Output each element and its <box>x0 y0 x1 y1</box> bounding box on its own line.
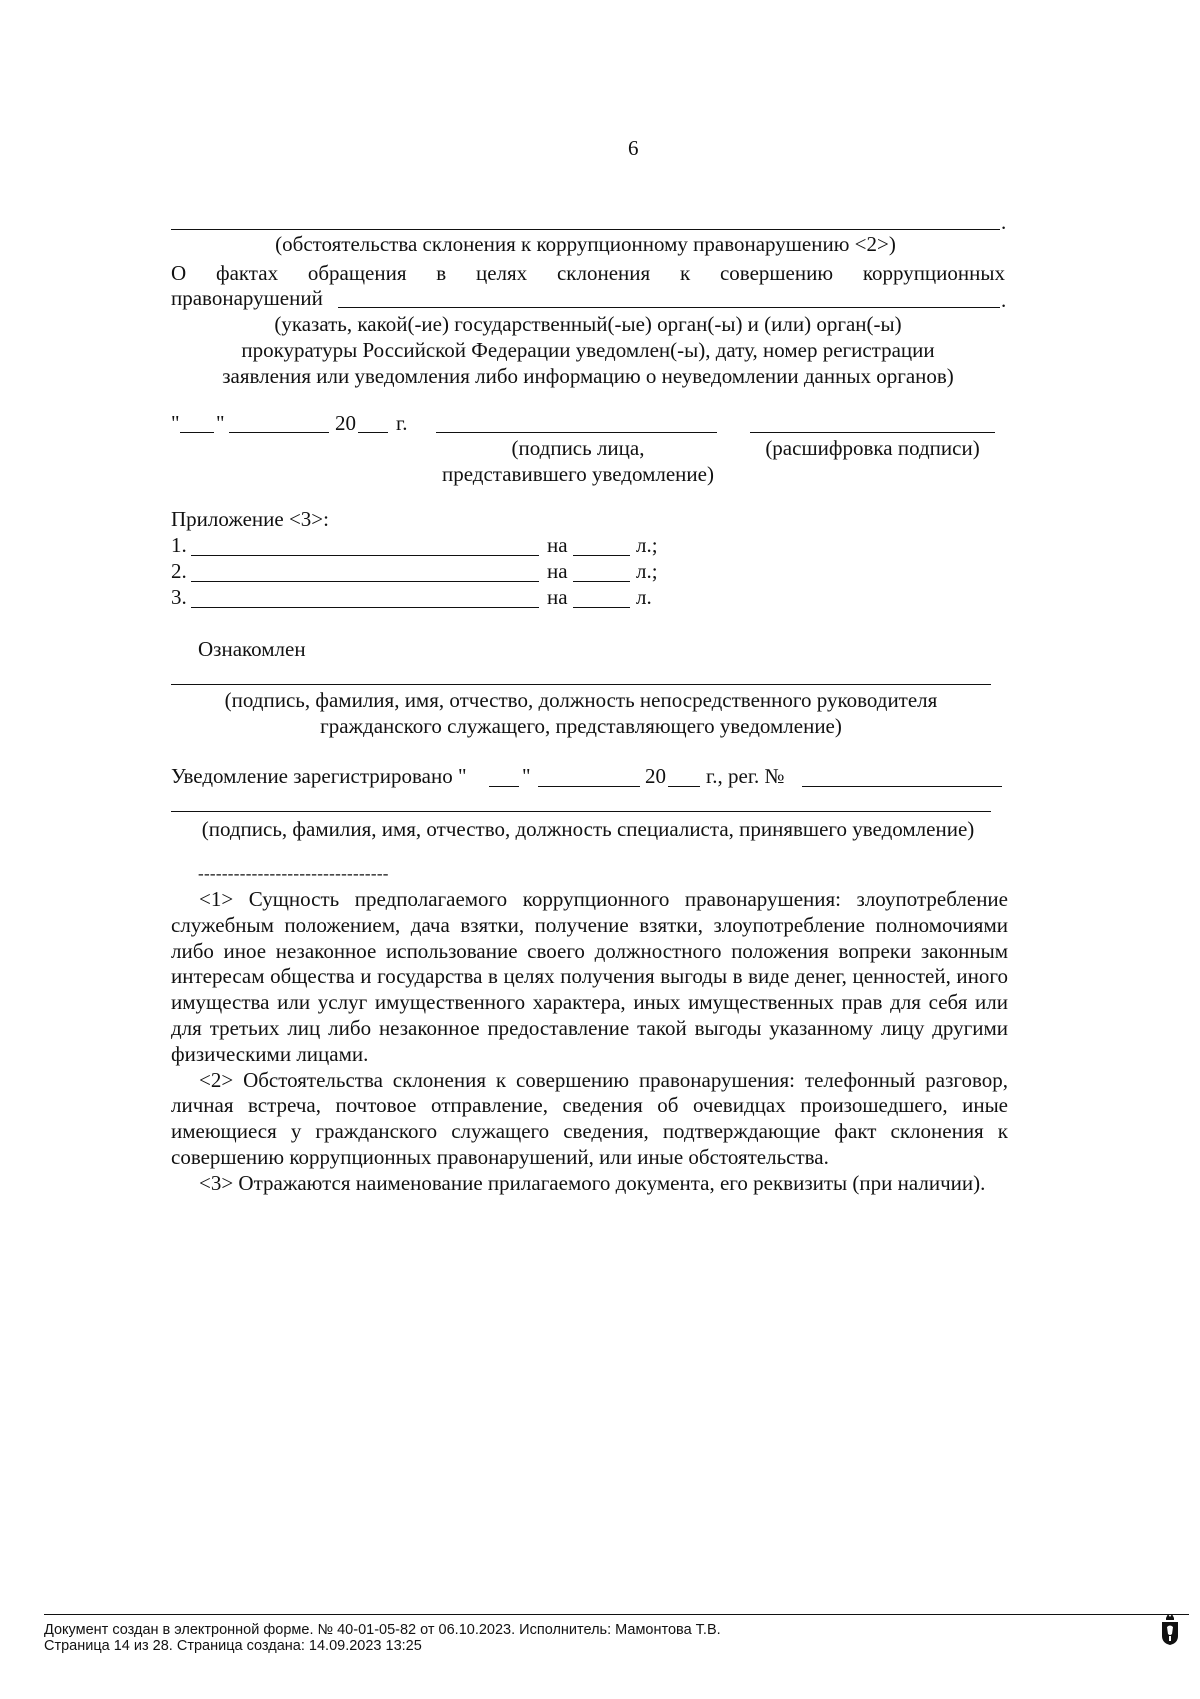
coat-of-arms-icon <box>1160 1612 1180 1646</box>
authority-caption-3: заявления или уведомления либо информацию о неуведомлении данных органов) <box>222 364 954 388</box>
attachment-pages-line-2 <box>573 581 630 582</box>
attachment-num-1: 1. <box>171 533 187 557</box>
attachment-pages-line-1 <box>573 555 630 556</box>
registration-month-line <box>538 786 640 787</box>
attachment-line-1 <box>191 555 539 556</box>
supervisor-caption-2: гражданского служащего, представляющего уведомление) <box>320 714 842 738</box>
attachment-num-2: 2. <box>171 559 187 583</box>
registration-year-prefix: 20 <box>645 764 666 788</box>
attachment-pages-line-3 <box>573 607 630 608</box>
date-year-prefix: 20 <box>335 411 356 435</box>
line-terminator-2: . <box>1001 288 1007 312</box>
specialist-line <box>171 811 991 812</box>
footnote-1: <1> Сущность предполагаемого коррупционного правонарушения: злоупотребление служебным положением, дача взятки, получение взятки, злоупотребление полномочиями либо иное незаконное использование своего должностного положения вопреки законным интересам общества и государства в целях получения выгоды в виде денег, ценностей, иного имущества или услуг имущественного характера, иных имущественных прав для себя или для третьих лиц либо незаконное предоставление такой выгоды указанному лицу другими физическими лицами. <box>171 887 1008 1066</box>
specialist-caption: (подпись, фамилия, имя, отчество, должность специалиста, принявшего уведомление) <box>201 817 975 841</box>
footer-line-1: Документ создан в электронной форме. № 40-01-05-82 от 06.10.2023. Исполнитель: Мамонтова Т.В. <box>44 1622 721 1638</box>
date-year-line <box>358 432 388 433</box>
registration-year-line <box>668 786 700 787</box>
decoding-line <box>750 432 995 433</box>
authority-caption-1: (указать, какой(-ие) государственный(-ые) орган(-ы) и (или) орган(-ы) <box>274 312 902 336</box>
circumstances-caption: (обстоятельства склонения к коррупционному правонарушению <2>) <box>275 232 896 256</box>
facts-line-1: О фактах обращения в целях склонения к совершению коррупционных <box>171 261 1005 285</box>
signature-line <box>436 432 717 433</box>
registration-day-line <box>489 786 519 787</box>
page-number: 6 <box>628 136 639 160</box>
registration-label: Уведомление зарегистрировано " <box>171 764 467 788</box>
attachment-na-2: на <box>547 559 568 583</box>
facts-line <box>338 307 1000 308</box>
footer-rule <box>44 1614 1189 1615</box>
attachment-na-1: на <box>547 533 568 557</box>
attachment-unit-2: л.; <box>636 559 658 583</box>
acquainted-label: Ознакомлен <box>198 637 306 661</box>
date-quote-open: " <box>171 411 180 435</box>
date-month-line <box>229 432 329 433</box>
signature-caption-1: (подпись лица, <box>511 436 645 460</box>
circumstances-line <box>171 229 1000 230</box>
signature-caption-2: представившего уведомление) <box>442 462 714 486</box>
footnote-2: <2> Обстоятельства склонения к совершению правонарушения: телефонный разговор, личная встреча, почтовое отправление, сведения об очевидцах произошедшего, иные имеющиеся у гражданского служащего сведения, подтверждающие факт склонения к совершению коррупционных правонарушений, или иные обстоятельства. <box>171 1067 1008 1169</box>
date-year-suffix: г. <box>396 411 408 435</box>
attachment-unit-1: л.; <box>636 533 658 557</box>
attachment-num-3: 3. <box>171 585 187 609</box>
footer-line-2: Страница 14 из 28. Страница создана: 14.09.2023 13:25 <box>44 1638 422 1654</box>
registration-quote-close: " <box>522 764 531 788</box>
footnote-3: <3> Отражаются наименование прилагаемого документа, его реквизиты (при наличии). <box>199 1170 986 1195</box>
date-quote-close: " <box>216 411 225 435</box>
facts-line-2-label: правонарушений <box>171 286 323 310</box>
supervisor-line <box>171 684 991 685</box>
date-day-line <box>180 432 214 433</box>
decoding-caption: (расшифровка подписи) <box>765 436 980 460</box>
attachment-na-3: на <box>547 585 568 609</box>
notes-separator: -------------------------------- <box>198 864 389 883</box>
registration-reg-label: г., рег. № <box>706 764 785 788</box>
supervisor-caption-1: (подпись, фамилия, имя, отчество, должность непосредственного руководителя <box>224 688 938 712</box>
attachment-unit-3: л. <box>636 585 652 609</box>
attachment-line-3 <box>191 607 539 608</box>
registration-number-line <box>802 786 1002 787</box>
authority-caption-2: прокуратуры Российской Федерации уведомлен(-ы), дату, номер регистрации <box>241 338 935 362</box>
footnotes <box>171 887 1008 1197</box>
attachment-line-2 <box>191 581 539 582</box>
attachments-title: Приложение <3>: <box>171 507 329 531</box>
line-terminator: . <box>1001 210 1007 234</box>
